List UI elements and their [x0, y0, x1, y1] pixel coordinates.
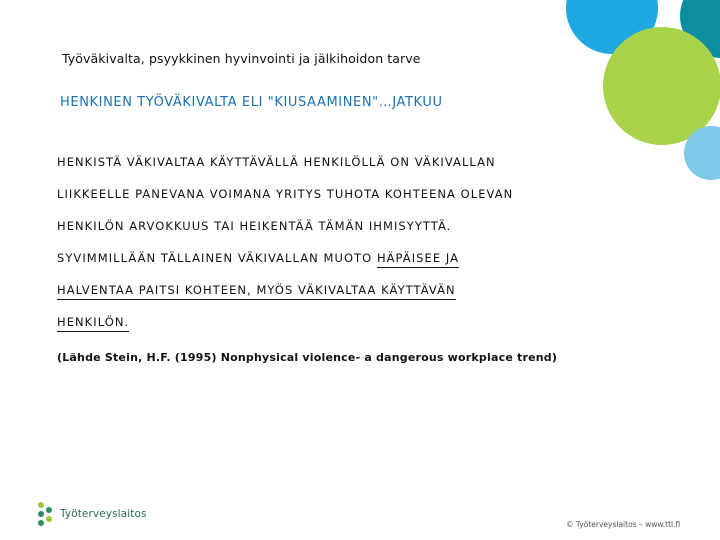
slide-heading: HENKINEN TYÖVÄKIVALTA ELI "KIUSAAMINEN"…JATKUU	[60, 95, 443, 110]
body-line-5-underlined: HALVENTAA PAITSI KOHTEEN, MYÖS VÄKIVALTAA KÄYTTÄVÄN	[57, 283, 456, 300]
source-citation: (Lähde Stein, H.F. (1995) Nonphysical violence- a dangerous workplace trend)	[57, 351, 558, 364]
body-line-4	[57, 246, 617, 278]
body-line-6	[57, 310, 617, 342]
body-line-2: LIIKKEELLE PANEVANA VOIMANA YRITYS TUHOTA KOHTEENA OLEVAN	[57, 187, 514, 201]
slide-subtitle: Työväkivalta, psyykkinen hyvinvointi ja jälkihoidon tarve	[62, 51, 421, 66]
body-line-4-text: SYVIMMILLÄÄN TÄLLAINEN VÄKIVALLAN MUOTO	[57, 251, 377, 265]
logo-text: Työterveyslaitos	[60, 508, 147, 520]
body-line-3: HENKILÖN ARVOKKUUS TAI HEIKENTÄÄ TÄMÄN IHMISYYTTÄ.	[57, 219, 452, 233]
body-line-4-underlined: HÄPÄISEE JA	[377, 251, 459, 268]
footer-text: © Työterveyslaitos – www.ttl.fi	[566, 520, 681, 529]
body-line-5	[57, 278, 617, 310]
ttl-logo-icon	[34, 500, 58, 528]
body-line-1: HENKISTÄ VÄKIVALTAA KÄYTTÄVÄLLÄ HENKILÖLLÄ ON VÄKIVALLAN	[57, 155, 496, 169]
ttl-logo	[34, 500, 147, 528]
body-line-6-underlined: HENKILÖN.	[57, 315, 129, 332]
slide-body	[57, 150, 617, 342]
